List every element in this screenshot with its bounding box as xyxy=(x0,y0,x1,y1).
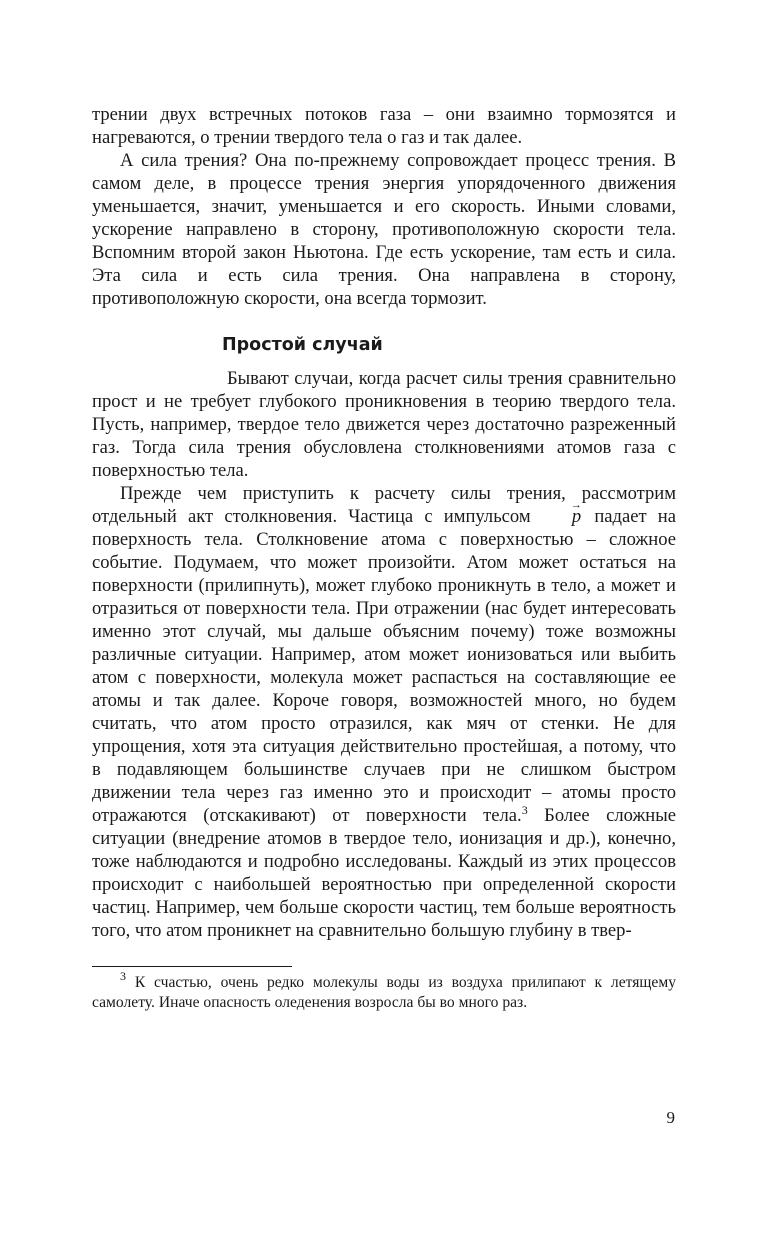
opening-paragraph: трении двух встречных потоков газа – они взаимно тормозятся и нагреваются, о трении твердого тела о газ и так далее. xyxy=(92,104,676,148)
footnote-text: К счастью, очень редко молекулы воды из воздуха прилипают к летящему самолету. Иначе опасность оледенения возросла бы во много раз. xyxy=(92,974,677,1011)
book-page xyxy=(92,103,676,1013)
section-heading: Простой случай xyxy=(222,335,383,355)
footnote-divider xyxy=(92,966,292,967)
footnote-reference: 3 xyxy=(521,803,528,817)
collision-text-middle: падает на поверхность тела. Столкновение атома с поверхностью – сложное событие. Подумаем, что может произойти. Атом может остаться на поверхности (прилипнуть), может глубоко проникнуть в тело, а может и отразиться от поверхности тела. При отражении (нас будет интересовать именно этот случай, мы дальше объясним почему) тоже возможны различные ситуации. Например, атом может ионизоваться или выбить атом с поверхности, молекула может распасться на составляющие ее атомы и так далее. Короче говоря, возможностей много, но будем считать, что атом просто отразился, как мяч от стенки. Не для упрощения, хотя эта ситуация действительно простейшая, а потому, что в подавляющем большинстве случаев при не слишком быстром движении тела через газ именно это и происходит – атомы просто отражаются (отскакивают) от поверхности тела. xyxy=(92,506,676,826)
footnote-marker: 3 xyxy=(120,969,126,983)
collision-text-end: Более сложные ситуации (внедрение атомов в твердое тело, ионизация и др.), конечно, тоже наблюдаются и подробно исследованы. Каждый из этих процессов происходит с наибольшей вероятностью при определенной скорости частиц. Например, чем больше скорости частиц, тем больше вероятность того, что атом проникнет на сравнительно большую глубину в твер- xyxy=(92,805,676,941)
collision-paragraph xyxy=(92,482,676,942)
section-intro-paragraph: Бывают случаи, когда расчет силы трения сравнительно прост и не требует глубокого проникновения в теорию твердого тела. Пусть, например, твердое тело движется через достаточно разреженный газ. Тогда сила трения обусловлена столкновениями атомов газа с поверхностью тела. xyxy=(92,368,676,481)
footnote xyxy=(92,969,677,1013)
collision-text-start: Прежде чем приступить к расчету силы трения, рассмотрим отдельный акт столкновения. Частица с импульсом xyxy=(92,483,676,527)
page-number: 9 xyxy=(666,1108,675,1127)
momentum-vector-symbol: → p xyxy=(542,505,583,528)
friction-paragraph: А сила трения? Она по-прежнему сопровождает процесс трения. В самом деле, в процессе трения энергия упорядоченного движения уменьшается, значит, уменьшается и его скорость. Иными словами, ускорение направлено в сторону, противоположную скорости тела. Вспомним второй закон Ньютона. Где есть ускорение, там есть и сила. Эта сила и есть сила трения. Она направлена в сторону, противоположную скорости, она всегда тормозит. xyxy=(92,150,676,309)
